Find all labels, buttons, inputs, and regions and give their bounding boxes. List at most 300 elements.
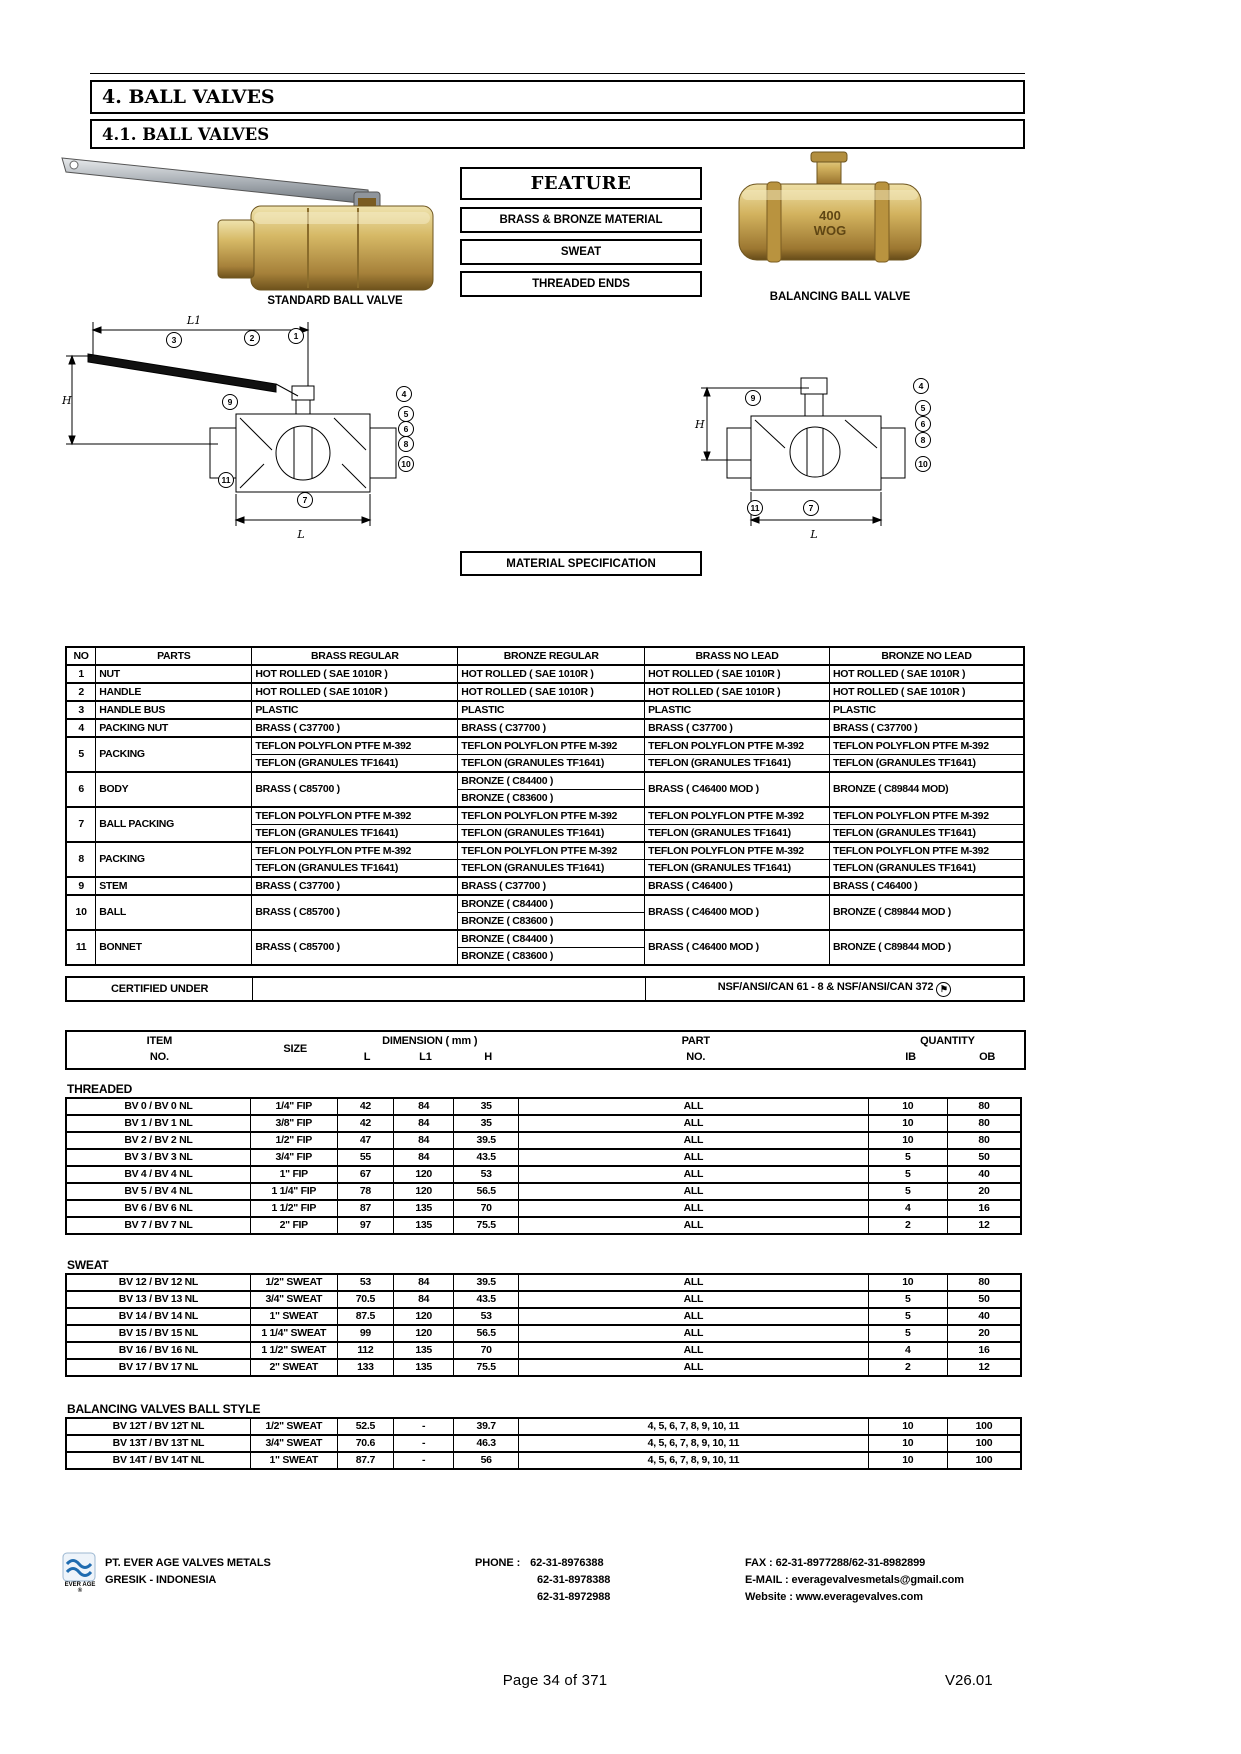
material-cell: BRASS ( C37700 ) [458, 877, 645, 895]
material-cell: BONNET [96, 930, 252, 965]
dim-cell: 87 [337, 1200, 393, 1217]
material-row [66, 737, 1024, 755]
dim-row [66, 1217, 1021, 1234]
dim-cell: ALL [519, 1325, 869, 1342]
material-row [66, 842, 1024, 860]
email-line: E-MAIL : everagevalvesmetals@gmail.com [745, 1574, 964, 1587]
dim-cell: 135 [394, 1200, 454, 1217]
callout-label: 2 [249, 333, 255, 343]
dim-cell: 70.6 [337, 1435, 393, 1452]
dim-cell: 78 [337, 1183, 393, 1200]
dim-cell: 84 [394, 1149, 454, 1166]
dim-cell: 120 [394, 1308, 454, 1325]
feature-item-sweat [460, 239, 702, 265]
dim-row [66, 1115, 1021, 1132]
dim-cell: 80 [947, 1274, 1021, 1291]
feature-item-text: THREADED ENDS [532, 278, 630, 290]
feature-title [460, 167, 702, 200]
material-cell: BRASS ( C46400 MOD ) [645, 772, 830, 807]
material-cell: HOT ROLLED ( SAE 1010R ) [252, 683, 458, 701]
material-cell: 11 [66, 930, 96, 965]
dim-label-l: L [810, 528, 818, 541]
material-cell: HOT ROLLED ( SAE 1010R ) [829, 665, 1024, 683]
dim-cell: 5 [868, 1183, 947, 1200]
dim-cell: 80 [947, 1115, 1021, 1132]
material-cell: BRONZE ( C83600 ) [458, 913, 645, 931]
material-cell: HOT ROLLED ( SAE 1010R ) [458, 665, 645, 683]
material-cell: TEFLON POLYFLON PTFE M-392 [458, 737, 645, 755]
dim-cell: 67 [337, 1166, 393, 1183]
dim-cell: - [394, 1418, 454, 1435]
dim-cell: 135 [394, 1217, 454, 1234]
version-label: V26.01 [945, 1672, 993, 1689]
callout-label: 7 [302, 495, 308, 505]
material-cell: 6 [66, 772, 96, 807]
balancing-valve-diagram [693, 360, 953, 546]
dim-cell: 1" SWEAT [250, 1452, 337, 1469]
material-cell: HANDLE [96, 683, 252, 701]
dim-cell: 3/4" SWEAT [250, 1291, 337, 1308]
dim-cell: 87.5 [337, 1308, 393, 1325]
dim-cell: 10 [868, 1274, 947, 1291]
material-cell: PLASTIC [829, 701, 1024, 719]
dim-label-l: L [297, 528, 305, 541]
dim-cell: 12 [947, 1217, 1021, 1234]
dim-cell: 1 1/4" SWEAT [250, 1325, 337, 1342]
material-cell: TEFLON (GRANULES TF1641) [829, 860, 1024, 878]
dim-row [66, 1200, 1021, 1217]
callout-label: 10 [918, 459, 928, 469]
material-cell: HANDLE BUS [96, 701, 252, 719]
dim-row [66, 1418, 1021, 1435]
material-cell: TEFLON POLYFLON PTFE M-392 [458, 807, 645, 825]
dim-cell: 5 [868, 1325, 947, 1342]
material-cell: PLASTIC [458, 701, 645, 719]
balancing-table [65, 1417, 1022, 1470]
phone-label: PHONE : [475, 1557, 521, 1569]
dim-cell: ALL [519, 1359, 869, 1376]
callout-label: 6 [920, 419, 926, 429]
material-cell: PACKING [96, 737, 252, 772]
material-cell: BRASS ( C46400 MOD ) [645, 895, 830, 930]
group-label-threaded: THREADED [67, 1082, 133, 1096]
dim-cell: 100 [947, 1418, 1021, 1435]
material-cell: TEFLON POLYFLON PTFE M-392 [645, 842, 830, 860]
logo-text: EVER AGE ® [64, 1582, 96, 1594]
dim-cell: 84 [394, 1098, 454, 1115]
dim-cell: 87.7 [337, 1452, 393, 1469]
dim-label-h: H [62, 394, 72, 407]
material-cell: TEFLON POLYFLON PTFE M-392 [645, 737, 830, 755]
company-city: GRESIK - INDONESIA [105, 1574, 217, 1587]
callout-label: 6 [403, 424, 409, 434]
material-cell: 7 [66, 807, 96, 842]
dim-cell: 35 [454, 1098, 519, 1115]
dim-cell: 42 [337, 1098, 393, 1115]
certification-text: NSF/ANSI/CAN 61 - 8 & NSF/ANSI/CAN 372 [717, 981, 934, 993]
material-cell: PACKING [96, 842, 252, 877]
dim-cell: 47 [337, 1132, 393, 1149]
certified-under-label: CERTIFIED UNDER [66, 977, 253, 1001]
material-cell: BRONZE ( C89844 MOD) [829, 772, 1024, 807]
material-cell: TEFLON (GRANULES TF1641) [829, 755, 1024, 773]
certified-under-value [646, 977, 1024, 1001]
dim-cell: 10 [868, 1132, 947, 1149]
callout-label: 1 [293, 331, 299, 341]
dim-cell: BV 15 / BV 15 NL [66, 1325, 250, 1342]
website-line: Website : www.everagevalves.com [745, 1591, 923, 1604]
dim-row [66, 1166, 1021, 1183]
dim-cell: ALL [519, 1132, 869, 1149]
valve-body [739, 182, 921, 262]
dim-cell: BV 16 / BV 16 NL [66, 1342, 250, 1359]
group-label-sweat: SWEAT [67, 1258, 109, 1272]
phone-block [475, 1555, 610, 1606]
col-header-parts: PARTS [96, 647, 252, 665]
material-cell: TEFLON POLYFLON PTFE M-392 [829, 807, 1024, 825]
dim-cell: 35 [454, 1115, 519, 1132]
threaded-table [65, 1097, 1022, 1235]
material-cell: BRASS ( C85700 ) [252, 930, 458, 965]
dim-cell: BV 13 / BV 13 NL [66, 1291, 250, 1308]
dim-label-l1: L1 [186, 314, 202, 327]
section-title [90, 80, 1025, 114]
material-cell: TEFLON (GRANULES TF1641) [645, 825, 830, 843]
material-cell: BRASS ( C37700 ) [645, 719, 830, 737]
section-title-text: 4. BALL VALVES [102, 86, 275, 108]
dim-cell: 55 [337, 1149, 393, 1166]
dim-cell: 40 [947, 1308, 1021, 1325]
phone-number-1: 62-31-8976388 [530, 1557, 604, 1569]
material-row [66, 665, 1024, 683]
col-header-no: NO [66, 647, 96, 665]
dim-cell: ALL [519, 1166, 869, 1183]
dim-cell: 10 [868, 1115, 947, 1132]
dim-cell: ALL [519, 1183, 869, 1200]
material-cell: BRONZE ( C84400 ) [458, 895, 645, 913]
dim-cell: 10 [868, 1418, 947, 1435]
material-cell: 5 [66, 737, 96, 772]
dim-cell: 43.5 [454, 1149, 519, 1166]
dim-cell: 84 [394, 1291, 454, 1308]
dim-cell: 4, 5, 6, 7, 8, 9, 10, 11 [519, 1452, 869, 1469]
col-header-bronze-no-lead: BRONZE NO LEAD [829, 647, 1024, 665]
material-row [66, 930, 1024, 948]
header-quantity: QUANTITY [920, 1035, 975, 1047]
header-item-no: NO. [149, 1051, 169, 1063]
dim-cell: BV 4 / BV 4 NL [66, 1166, 250, 1183]
dim-cell: 135 [394, 1342, 454, 1359]
valve-handle [62, 158, 380, 210]
material-row [66, 807, 1024, 825]
col-header-brass-regular: BRASS REGULAR [252, 647, 458, 665]
dim-cell: 20 [947, 1183, 1021, 1200]
material-cell: BRASS ( C46400 ) [829, 877, 1024, 895]
dim-cell: 39.5 [454, 1132, 519, 1149]
dim-cell: BV 14T / BV 14T NL [66, 1452, 250, 1469]
dim-cell: 5 [868, 1149, 947, 1166]
material-cell: BODY [96, 772, 252, 807]
material-cell: TEFLON POLYFLON PTFE M-392 [829, 737, 1024, 755]
callout-label: 4 [401, 389, 407, 399]
dim-cell: BV 7 / BV 7 NL [66, 1217, 250, 1234]
material-cell: BRASS ( C37700 ) [458, 719, 645, 737]
material-spec-table [65, 646, 1025, 966]
subsection-title-text: 4.1. BALL VALVES [102, 124, 270, 144]
dim-cell: 56 [454, 1452, 519, 1469]
dim-cell: ALL [519, 1098, 869, 1115]
material-cell: 4 [66, 719, 96, 737]
dim-cell: 56.5 [454, 1183, 519, 1200]
dim-cell: 40 [947, 1166, 1021, 1183]
col-header-brass-no-lead: BRASS NO LEAD [645, 647, 830, 665]
dim-cell: BV 1 / BV 1 NL [66, 1115, 250, 1132]
fax-line: FAX : 62-31-8977288/62-31-8982899 [745, 1557, 926, 1569]
dim-cell: - [394, 1452, 454, 1469]
dim-cell: BV 14 / BV 14 NL [66, 1308, 250, 1325]
dim-cell: 84 [394, 1274, 454, 1291]
dim-cell: 2" SWEAT [250, 1359, 337, 1376]
dim-cell: 5 [868, 1308, 947, 1325]
material-spec-title-text: MATERIAL SPECIFICATION [506, 557, 656, 570]
dim-cell: 133 [337, 1359, 393, 1376]
material-cell: BRASS ( C46400 MOD ) [645, 930, 830, 965]
feature-title-text: FEATURE [530, 173, 632, 194]
callout-label: 5 [403, 409, 409, 419]
material-cell: TEFLON POLYFLON PTFE M-392 [458, 842, 645, 860]
dim-cell: 5 [868, 1166, 947, 1183]
dim-cell: 52.5 [337, 1418, 393, 1435]
col-header-bronze-regular: BRONZE REGULAR [458, 647, 645, 665]
material-cell: 8 [66, 842, 96, 877]
material-cell: BRONZE ( C83600 ) [458, 948, 645, 966]
dim-row [66, 1325, 1021, 1342]
dim-cell: BV 5 / BV 4 NL [66, 1183, 250, 1200]
dim-cell: ALL [519, 1200, 869, 1217]
material-spec-title [460, 551, 702, 576]
header-part: PART [681, 1035, 710, 1047]
dim-cell: 1 1/2" FIP [250, 1200, 337, 1217]
material-cell: BALL PACKING [96, 807, 252, 842]
dim-cell: 4 [868, 1200, 947, 1217]
dim-cell: ALL [519, 1217, 869, 1234]
dim-cell: 39.7 [454, 1418, 519, 1435]
balancing-ball-valve-photo [733, 150, 928, 290]
material-cell: PACKING NUT [96, 719, 252, 737]
dim-cell: 4, 5, 6, 7, 8, 9, 10, 11 [519, 1418, 869, 1435]
dim-cell: 80 [947, 1132, 1021, 1149]
callout-label: 8 [403, 439, 409, 449]
dim-cell: BV 13T / BV 13T NL [66, 1435, 250, 1452]
material-cell: PLASTIC [252, 701, 458, 719]
dim-cell: 70.5 [337, 1291, 393, 1308]
material-cell: STEM [96, 877, 252, 895]
dim-cell: 100 [947, 1452, 1021, 1469]
dim-cell: 4 [868, 1342, 947, 1359]
material-cell: TEFLON POLYFLON PTFE M-392 [829, 842, 1024, 860]
valve-marking-wog: WOG [813, 223, 847, 238]
dim-cell: 50 [947, 1149, 1021, 1166]
dim-cell: ALL [519, 1308, 869, 1325]
dim-row [66, 1452, 1021, 1469]
dim-cell: 1 1/4" FIP [250, 1183, 337, 1200]
material-cell: TEFLON POLYFLON PTFE M-392 [645, 807, 830, 825]
dim-cell: 80 [947, 1098, 1021, 1115]
dim-cell: 100 [947, 1435, 1021, 1452]
material-cell: NUT [96, 665, 252, 683]
callout-label: 8 [920, 435, 926, 445]
dim-cell: 70 [454, 1342, 519, 1359]
dim-row [66, 1132, 1021, 1149]
material-row [66, 877, 1024, 895]
material-row [66, 683, 1024, 701]
header-part-no: NO. [686, 1051, 706, 1063]
material-cell: BRONZE ( C84400 ) [458, 772, 645, 790]
header-dimension: DIMENSION ( mm ) [382, 1035, 478, 1047]
dim-cell: BV 6 / BV 6 NL [66, 1200, 250, 1217]
material-cell: TEFLON (GRANULES TF1641) [252, 825, 458, 843]
dim-cell: BV 3 / BV 3 NL [66, 1149, 250, 1166]
dim-cell: 120 [394, 1166, 454, 1183]
material-cell: HOT ROLLED ( SAE 1010R ) [645, 665, 830, 683]
callout-label: 11 [750, 503, 760, 513]
dim-cell: 2 [868, 1217, 947, 1234]
material-cell: PLASTIC [645, 701, 830, 719]
material-cell: BRASS ( C46400 ) [645, 877, 830, 895]
dim-cell: 20 [947, 1325, 1021, 1342]
dim-cell: 99 [337, 1325, 393, 1342]
material-row [66, 719, 1024, 737]
callout-label: 11 [221, 475, 231, 485]
company-logo [62, 1552, 98, 1594]
material-row [66, 895, 1024, 913]
dim-cell: 75.5 [454, 1217, 519, 1234]
dim-cell: 56.5 [454, 1325, 519, 1342]
feature-item-text: BRASS & BRONZE MATERIAL [499, 214, 663, 226]
page-number: Page 34 of 371 [502, 1672, 608, 1689]
callout-label: 3 [171, 335, 177, 345]
standard-valve-caption: STANDARD BALL VALVE [267, 295, 403, 307]
material-cell: 9 [66, 877, 96, 895]
material-cell: TEFLON (GRANULES TF1641) [458, 755, 645, 773]
material-row [66, 701, 1024, 719]
dim-cell: 5 [868, 1291, 947, 1308]
dim-cell: 120 [394, 1183, 454, 1200]
dim-cell: 16 [947, 1200, 1021, 1217]
dim-cell: 97 [337, 1217, 393, 1234]
material-cell: BRONZE ( C89844 MOD ) [829, 930, 1024, 965]
dim-cell: 2 [868, 1359, 947, 1376]
valve-stem [811, 152, 847, 188]
dim-cell: 1" FIP [250, 1166, 337, 1183]
certified-under-bar [65, 976, 1025, 1002]
dim-cell: BV 17 / BV 17 NL [66, 1359, 250, 1376]
dim-cell: 84 [394, 1132, 454, 1149]
header-ob: OB [979, 1051, 996, 1063]
contact-block [745, 1555, 964, 1606]
material-cell: TEFLON POLYFLON PTFE M-392 [252, 737, 458, 755]
dim-row [66, 1098, 1021, 1115]
dim-cell: BV 12T / BV 12T NL [66, 1418, 250, 1435]
dimension-table-header [65, 1030, 1026, 1070]
dim-cell: 10 [868, 1098, 947, 1115]
callout-label: 9 [227, 397, 233, 407]
dim-cell: 135 [394, 1359, 454, 1376]
dim-cell: 12 [947, 1359, 1021, 1376]
dim-cell: 10 [868, 1435, 947, 1452]
dim-row [66, 1435, 1021, 1452]
phone-number-3: 62-31-8972988 [537, 1591, 611, 1604]
callout-label: 7 [808, 503, 814, 513]
material-cell: BALL [96, 895, 252, 930]
material-cell: BRASS ( C37700 ) [252, 877, 458, 895]
header-h: H [484, 1051, 492, 1063]
dim-cell: ALL [519, 1149, 869, 1166]
dim-cell: 42 [337, 1115, 393, 1132]
dim-row [66, 1359, 1021, 1376]
feature-item-material [460, 207, 702, 233]
balancing-valve-caption: BALANCING BALL VALVE [769, 291, 911, 303]
subsection-title [90, 119, 1025, 149]
material-cell: BRONZE ( C84400 ) [458, 930, 645, 948]
callout-label: 5 [920, 403, 926, 413]
dim-row [66, 1149, 1021, 1166]
dim-cell: 50 [947, 1291, 1021, 1308]
company-block [105, 1555, 271, 1589]
dim-cell: 46.3 [454, 1435, 519, 1452]
material-cell: BRONZE ( C89844 MOD ) [829, 895, 1024, 930]
feature-item-threaded-ends [460, 271, 702, 297]
dim-cell: 120 [394, 1325, 454, 1342]
material-cell: TEFLON POLYFLON PTFE M-392 [252, 842, 458, 860]
material-cell: TEFLON (GRANULES TF1641) [458, 860, 645, 878]
sweat-table [65, 1273, 1022, 1377]
dim-cell: 1/2" FIP [250, 1132, 337, 1149]
dim-cell: 3/4" SWEAT [250, 1435, 337, 1452]
valve-body [218, 198, 433, 290]
dim-cell: 16 [947, 1342, 1021, 1359]
material-cell: HOT ROLLED ( SAE 1010R ) [645, 683, 830, 701]
header-l1: L1 [419, 1051, 432, 1063]
phone-number-2: 62-31-8978388 [537, 1574, 611, 1587]
certification-mark-icon: ⚑ [936, 982, 951, 997]
material-cell: BRONZE ( C83600 ) [458, 790, 645, 808]
dim-cell: 70 [454, 1200, 519, 1217]
dim-cell: 75.5 [454, 1359, 519, 1376]
dim-cell: ALL [519, 1274, 869, 1291]
material-cell: TEFLON (GRANULES TF1641) [252, 755, 458, 773]
dim-cell: 2" FIP [250, 1217, 337, 1234]
material-cell: 1 [66, 665, 96, 683]
dim-cell: 3/8" FIP [250, 1115, 337, 1132]
header-ib: IB [905, 1051, 916, 1063]
dim-cell: 53 [454, 1308, 519, 1325]
dim-cell: 43.5 [454, 1291, 519, 1308]
dim-cell: 39.5 [454, 1274, 519, 1291]
callout-label: 10 [401, 459, 411, 469]
dim-cell: 10 [868, 1452, 947, 1469]
dim-row [66, 1274, 1021, 1291]
dim-cell: 4, 5, 6, 7, 8, 9, 10, 11 [519, 1435, 869, 1452]
dim-cell: 1" SWEAT [250, 1308, 337, 1325]
dim-label-h: H [695, 418, 705, 431]
dim-cell: 1 1/2" SWEAT [250, 1342, 337, 1359]
material-cell: BRASS ( C37700 ) [829, 719, 1024, 737]
dim-cell: 1/2" SWEAT [250, 1418, 337, 1435]
material-cell: HOT ROLLED ( SAE 1010R ) [458, 683, 645, 701]
header-item: ITEM [146, 1035, 173, 1047]
header-size: SIZE [283, 1043, 308, 1055]
